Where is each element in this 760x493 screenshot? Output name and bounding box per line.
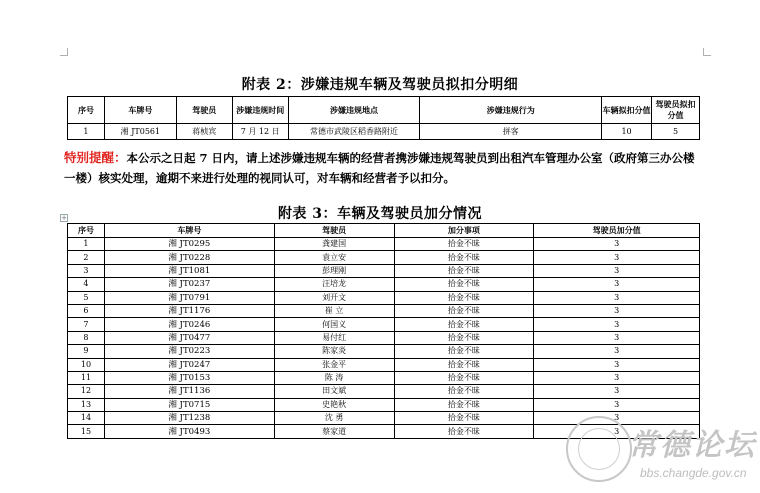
special-notice xyxy=(64,148,704,188)
cell: 蔡家道 xyxy=(274,425,394,438)
table-row xyxy=(68,291,700,304)
cell: 3 xyxy=(534,278,700,291)
cell: 湘 JT0247 xyxy=(104,358,274,371)
cell: 7 xyxy=(68,318,105,331)
col-header: 涉嫌违规地点 xyxy=(288,97,420,124)
deduction-table xyxy=(67,96,700,140)
cell: 拾金不昧 xyxy=(394,304,534,317)
col-header: 车牌号 xyxy=(104,224,274,238)
cell: 湘 JT0237 xyxy=(104,278,274,291)
cell: 湘 JT0477 xyxy=(104,331,274,344)
cell: 拾金不昧 xyxy=(394,398,534,411)
cell: 拾金不昧 xyxy=(394,331,534,344)
cell: 5 xyxy=(652,124,700,140)
col-header: 驾驶员拟扣分值 xyxy=(652,97,700,124)
table1-title: 附表 2：涉嫌违规车辆及驾驶员拟扣分明细 xyxy=(241,77,519,93)
col-header: 序号 xyxy=(68,224,105,238)
cell: 沈 勇 xyxy=(274,412,394,425)
page-corner-marker xyxy=(60,48,68,56)
table2-title: 附表 3：车辆及驾驶员加分情况 xyxy=(277,206,483,222)
cell: 10 xyxy=(68,358,105,371)
cell: 拾金不昧 xyxy=(394,238,534,251)
cell: 2 xyxy=(68,251,105,264)
table-row xyxy=(68,278,700,291)
cell: 3 xyxy=(534,358,700,371)
table-row xyxy=(68,358,700,371)
cell: 拾金不昧 xyxy=(394,264,534,277)
cell: 3 xyxy=(534,345,700,358)
cell: 汪培龙 xyxy=(274,278,394,291)
cell: 7 月 12 日 xyxy=(232,124,288,140)
cell: 湘 JT0228 xyxy=(104,251,274,264)
table-move-handle-icon[interactable]: + xyxy=(61,214,67,222)
cell: 湘 JT1238 xyxy=(104,412,274,425)
table-row xyxy=(68,398,700,411)
cell: 陈家炎 xyxy=(274,345,394,358)
cell: 10 xyxy=(602,124,652,140)
col-header: 车牌号 xyxy=(104,97,176,124)
watermark-url: bbs.changde.gov.cn xyxy=(640,466,747,480)
table-row xyxy=(68,124,700,140)
table-row xyxy=(68,318,700,331)
page-corner-marker xyxy=(703,48,711,56)
cell: 9 xyxy=(68,345,105,358)
cell: 拾金不昧 xyxy=(394,358,534,371)
cell: 拼客 xyxy=(420,124,602,140)
cell: 11 xyxy=(68,371,105,384)
notice-text: 本公示之日起 7 日内，请上述涉嫌违规车辆的经营者携涉嫌违规驾驶员到出租汽车管理办公室（政府第三办公楼一楼）核实处理，逾期不来进行处理的视同认可，对车辆和经营者予以扣分。 xyxy=(64,151,695,185)
cell: 3 xyxy=(534,385,700,398)
cell: 刘开文 xyxy=(274,291,394,304)
table-row xyxy=(68,264,700,277)
table-row xyxy=(68,385,700,398)
col-header: 涉嫌违规行为 xyxy=(420,97,602,124)
cell: 3 xyxy=(68,264,105,277)
watermark-title: 常德论坛 xyxy=(628,428,756,463)
cell: 湘 JT1136 xyxy=(104,385,274,398)
cell: 湘 JT0791 xyxy=(104,291,274,304)
cell: 袁立安 xyxy=(274,251,394,264)
cell: 5 xyxy=(68,291,105,304)
cell: 4 xyxy=(68,278,105,291)
col-header: 驾驶员 xyxy=(274,224,394,238)
cell: 彭理刚 xyxy=(274,264,394,277)
cell: 史艳秋 xyxy=(274,398,394,411)
forum-watermark xyxy=(566,416,756,486)
cell: 常德市武陵区稻香路附近 xyxy=(288,124,420,140)
notice-label: 特别提醒： xyxy=(64,150,127,165)
cell: 3 xyxy=(534,398,700,411)
cell: 拾金不昧 xyxy=(394,318,534,331)
table-row xyxy=(68,238,700,251)
table-row xyxy=(68,304,700,317)
cell: 湘 JT0295 xyxy=(104,238,274,251)
cell: 3 xyxy=(534,371,700,384)
cell: 3 xyxy=(534,238,700,251)
cell: 湘 JT0223 xyxy=(104,345,274,358)
col-header: 涉嫌违规时间 xyxy=(232,97,288,124)
col-header: 序号 xyxy=(68,97,105,124)
cell: 湘 JT1081 xyxy=(104,264,274,277)
cell: 13 xyxy=(68,398,105,411)
table-row xyxy=(68,345,700,358)
cell: 3 xyxy=(534,318,700,331)
cell: 湘 JT0561 xyxy=(104,124,176,140)
cell: 3 xyxy=(534,331,700,344)
cell: 拾金不昧 xyxy=(394,278,534,291)
watermark-seal-icon xyxy=(566,416,632,482)
cell: 1 xyxy=(68,124,105,140)
cell: 拾金不昧 xyxy=(394,412,534,425)
cell: 6 xyxy=(68,304,105,317)
cell: 3 xyxy=(534,264,700,277)
cell: 崔 立 xyxy=(274,304,394,317)
cell: 拾金不昧 xyxy=(394,251,534,264)
cell: 何国义 xyxy=(274,318,394,331)
cell: 3 xyxy=(534,251,700,264)
cell: 湘 JT0246 xyxy=(104,318,274,331)
table2-header-row xyxy=(68,224,700,238)
table-row xyxy=(68,331,700,344)
table1-header-row xyxy=(68,97,700,124)
cell: 3 xyxy=(534,425,700,438)
cell: 张金平 xyxy=(274,358,394,371)
cell: 湘 JT0493 xyxy=(104,425,274,438)
cell: 3 xyxy=(534,412,700,425)
cell: 14 xyxy=(68,412,105,425)
table-row xyxy=(68,251,700,264)
col-header: 驾驶员 xyxy=(176,97,232,124)
cell: 拾金不昧 xyxy=(394,371,534,384)
cell: 田文斌 xyxy=(274,385,394,398)
cell: 3 xyxy=(534,304,700,317)
cell: 1 xyxy=(68,238,105,251)
table-row xyxy=(68,371,700,384)
cell: 湘 JT1176 xyxy=(104,304,274,317)
cell: 陈 涛 xyxy=(274,371,394,384)
col-header: 驾驶员加分值 xyxy=(534,224,700,238)
cell: 8 xyxy=(68,331,105,344)
cell: 拾金不昧 xyxy=(394,345,534,358)
cell: 拾金不昧 xyxy=(394,425,534,438)
cell: 12 xyxy=(68,385,105,398)
bonus-table xyxy=(67,223,700,439)
col-header: 车辆拟扣分值 xyxy=(602,97,652,124)
cell: 易付红 xyxy=(274,331,394,344)
col-header: 加分事项 xyxy=(394,224,534,238)
cell: 龚建国 xyxy=(274,238,394,251)
cell: 拾金不昧 xyxy=(394,385,534,398)
cell: 15 xyxy=(68,425,105,438)
cell: 3 xyxy=(534,291,700,304)
cell: 拾金不昧 xyxy=(394,291,534,304)
cell: 湘 JT0153 xyxy=(104,371,274,384)
cell: 蒋桢宾 xyxy=(176,124,232,140)
cell: 湘 JT0715 xyxy=(104,398,274,411)
